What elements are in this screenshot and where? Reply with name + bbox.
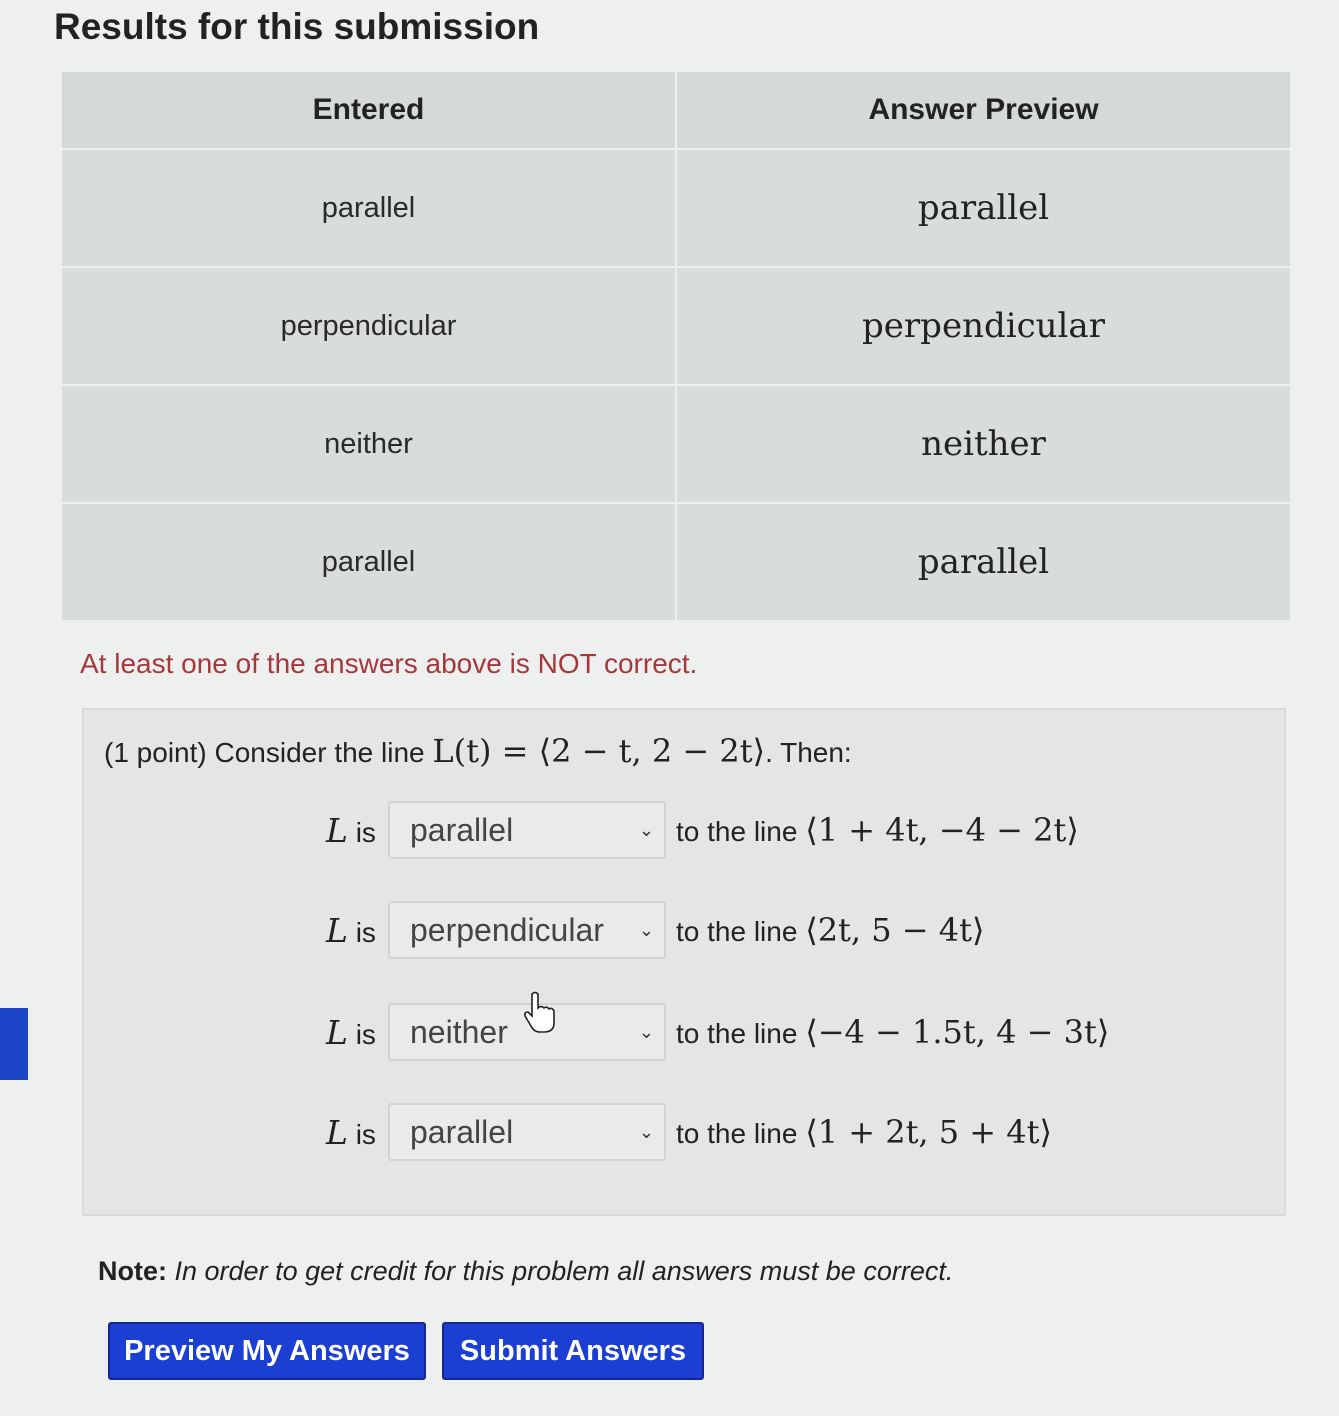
problem-points-text: (1 point) Consider the line xyxy=(104,737,425,768)
l-is-label xyxy=(326,1013,388,1052)
problem-then-text: . Then: xyxy=(765,737,852,768)
answer-row-2 xyxy=(326,900,984,960)
is-text: is xyxy=(347,816,376,848)
l-is-label xyxy=(326,1113,388,1152)
preview-cell: neither xyxy=(676,385,1291,503)
hand-pointer-icon xyxy=(522,990,556,1034)
problem-box xyxy=(82,708,1286,1216)
select-value: perpendicular xyxy=(410,911,604,948)
select-value: parallel xyxy=(410,1113,514,1150)
submit-answers-button[interactable]: Submit Answers xyxy=(442,1322,704,1380)
to-line-label: to the line xyxy=(676,1118,798,1149)
l-symbol: L xyxy=(326,910,348,950)
answer-row-4 xyxy=(326,1102,1052,1162)
chevron-down-icon: ⌄ xyxy=(638,1121,654,1142)
entered-cell: neither xyxy=(61,385,676,503)
chevron-down-icon: ⌄ xyxy=(638,1021,654,1042)
to-line-label: to the line xyxy=(676,816,798,847)
is-text: is xyxy=(347,1018,376,1050)
answer-select-1[interactable] xyxy=(388,801,666,859)
comparison-line: ⟨1 + 4t, −4 − 2t⟩ xyxy=(805,811,1079,849)
select-value: parallel xyxy=(410,811,514,848)
to-line-label: to the line xyxy=(676,1018,798,1049)
entered-cell: parallel xyxy=(61,149,676,267)
answer-row-3 xyxy=(326,1002,1109,1062)
results-header-row xyxy=(61,71,1291,149)
incorrect-warning: At least one of the answers above is NOT correct. xyxy=(80,648,698,679)
table-row xyxy=(61,385,1291,503)
answer-select-2[interactable] xyxy=(388,901,666,959)
note-body: In order to get credit for this problem all answers must be correct. xyxy=(174,1256,954,1286)
to-the-line-text xyxy=(676,911,984,949)
preview-answers-button[interactable]: Preview My Answers xyxy=(108,1322,426,1380)
note-text xyxy=(98,1256,953,1287)
chevron-down-icon: ⌄ xyxy=(638,919,654,940)
line-expression: L(t) = ⟨2 − t, 2 − 2t⟩ xyxy=(432,732,766,770)
to-the-line-text xyxy=(676,1013,1109,1051)
answer-row-1 xyxy=(326,800,1079,860)
header-entered: Entered xyxy=(61,71,676,149)
entered-cell: perpendicular xyxy=(61,267,676,385)
answer-select-4[interactable] xyxy=(388,1103,666,1161)
preview-cell: parallel xyxy=(676,503,1291,621)
l-is-label xyxy=(326,811,388,850)
header-answer-preview: Answer Preview xyxy=(676,71,1291,149)
select-value: neither xyxy=(410,1013,508,1050)
is-text: is xyxy=(347,916,376,948)
to-line-label: to the line xyxy=(676,916,798,947)
l-symbol: L xyxy=(326,1112,348,1152)
page-title: Results for this submission xyxy=(54,6,540,47)
preview-cell: perpendicular xyxy=(676,267,1291,385)
table-row xyxy=(61,267,1291,385)
table-row xyxy=(61,149,1291,267)
preview-cell: parallel xyxy=(676,149,1291,267)
comparison-line: ⟨2t, 5 − 4t⟩ xyxy=(805,911,985,949)
chevron-down-icon: ⌄ xyxy=(638,819,654,840)
problem-statement xyxy=(104,732,852,770)
comparison-line: ⟨1 + 2t, 5 + 4t⟩ xyxy=(805,1113,1052,1151)
note-label: Note: xyxy=(98,1256,167,1286)
to-the-line-text xyxy=(676,1113,1052,1151)
is-text: is xyxy=(347,1118,376,1150)
comparison-line: ⟨−4 − 1.5t, 4 − 3t⟩ xyxy=(805,1013,1110,1051)
l-symbol: L xyxy=(326,810,348,850)
table-row xyxy=(61,503,1291,621)
l-is-label xyxy=(326,911,388,950)
left-edge-marker xyxy=(0,1008,28,1080)
entered-cell: parallel xyxy=(61,503,676,621)
l-symbol: L xyxy=(326,1012,348,1052)
results-table xyxy=(60,70,1292,622)
to-the-line-text xyxy=(676,811,1079,849)
